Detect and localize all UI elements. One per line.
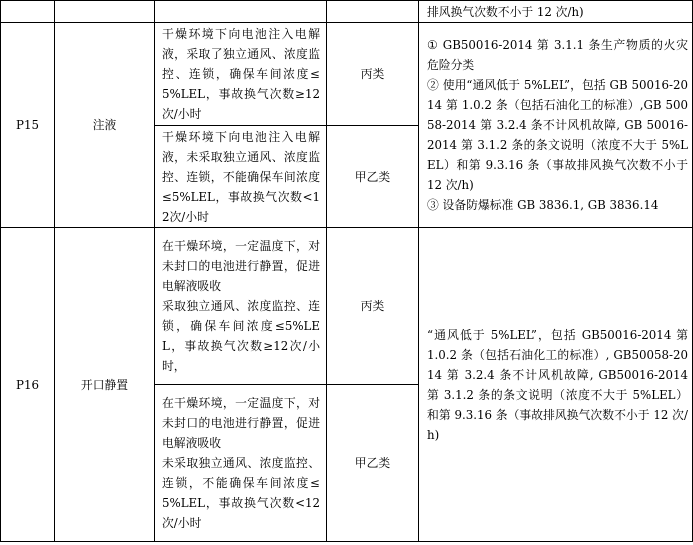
description-line: 采取独立通风、浓度监控、连锁，确保车间浓度≤5%LEL，事故换气次数≥12次/小时， xyxy=(162,299,320,373)
process-name-cell: 开口静置 xyxy=(55,228,155,542)
fire-classification-cell: 丙类 xyxy=(327,23,419,126)
basis-cell xyxy=(419,23,693,228)
basis-item: ① GB50016-2014 第 3.1.1 条生产物质的火灾危险分类 xyxy=(427,38,688,72)
empty-id-cell xyxy=(1,1,55,23)
condition-description-cell: 干燥环境下向电池注入电解液，采取了独立通风、浓度监控、连锁，确保车间浓度≤5%LEL，事故换气次数≥12次/小时 xyxy=(155,23,327,126)
description-line: 未采取独立通风、浓度监控、连锁，不能确保车间浓度≤5%LEL，事故换气次数<12次/小时 xyxy=(162,456,320,530)
basis-continuation-cell: 排风换气次数不小于 12 次/h) xyxy=(419,1,693,23)
table-row-continuation xyxy=(1,1,693,23)
condition-description-cell xyxy=(155,385,327,542)
description-line: 在干燥环境，一定温度下，对未封口的电池进行静置，促进电解液吸收 xyxy=(162,396,320,450)
condition-description-cell: 干燥环境下向电池注入电解液，未采取独立通风、浓度监控、连锁，不能确保车间浓度≤5%LEL，事故换气次数<12次/小时 xyxy=(155,126,327,228)
basis-item: ③ 设备防爆标准 GB 3836.1, GB 3836.14 xyxy=(427,198,659,212)
fire-classification-cell: 丙类 xyxy=(327,228,419,385)
fire-classification-cell: 甲乙类 xyxy=(327,385,419,542)
condition-description-cell xyxy=(155,228,327,385)
table-row-p15-a xyxy=(1,23,693,126)
table-row-p16-a xyxy=(1,228,693,385)
empty-classification-cell xyxy=(327,1,419,23)
row-id-cell: P15 xyxy=(1,23,55,228)
empty-description-cell xyxy=(155,1,327,23)
basis-cell: “通风低于 5%LEL”，包括 GB50016-2014 第 1.0.2 条（包括石油化工的标准）, GB50058-2014 第 3.2.4 条不计风机故障, GB50016-2014 第 3.1.2 条的条文说明（浓度不大于 5%LEL）和第 9.3.16 条（事故排风换气次数不小于 12 次/h) xyxy=(419,228,693,542)
process-name-cell: 注液 xyxy=(55,23,155,228)
fire-classification-cell: 甲乙类 xyxy=(327,126,419,228)
basis-item: ② 使用“通风低于 5%LEL”，包括 GB 50016-2014 第 1.0.2 条（包括石油化工的标准）,GB 50058-2014 第 3.2.4 条不计风机故障, GB 50016-2014 第 3.1.2 条的条文说明（浓度不大于 5%LEL）和第 9.3.16 条（事故排风换气次数不小于 12 次/h) xyxy=(427,78,688,192)
row-id-cell: P16 xyxy=(1,228,55,542)
empty-process-cell xyxy=(55,1,155,23)
description-line: 在干燥环境，一定温度下，对未封口的电池进行静置，促进电解液吸收 xyxy=(162,239,320,293)
